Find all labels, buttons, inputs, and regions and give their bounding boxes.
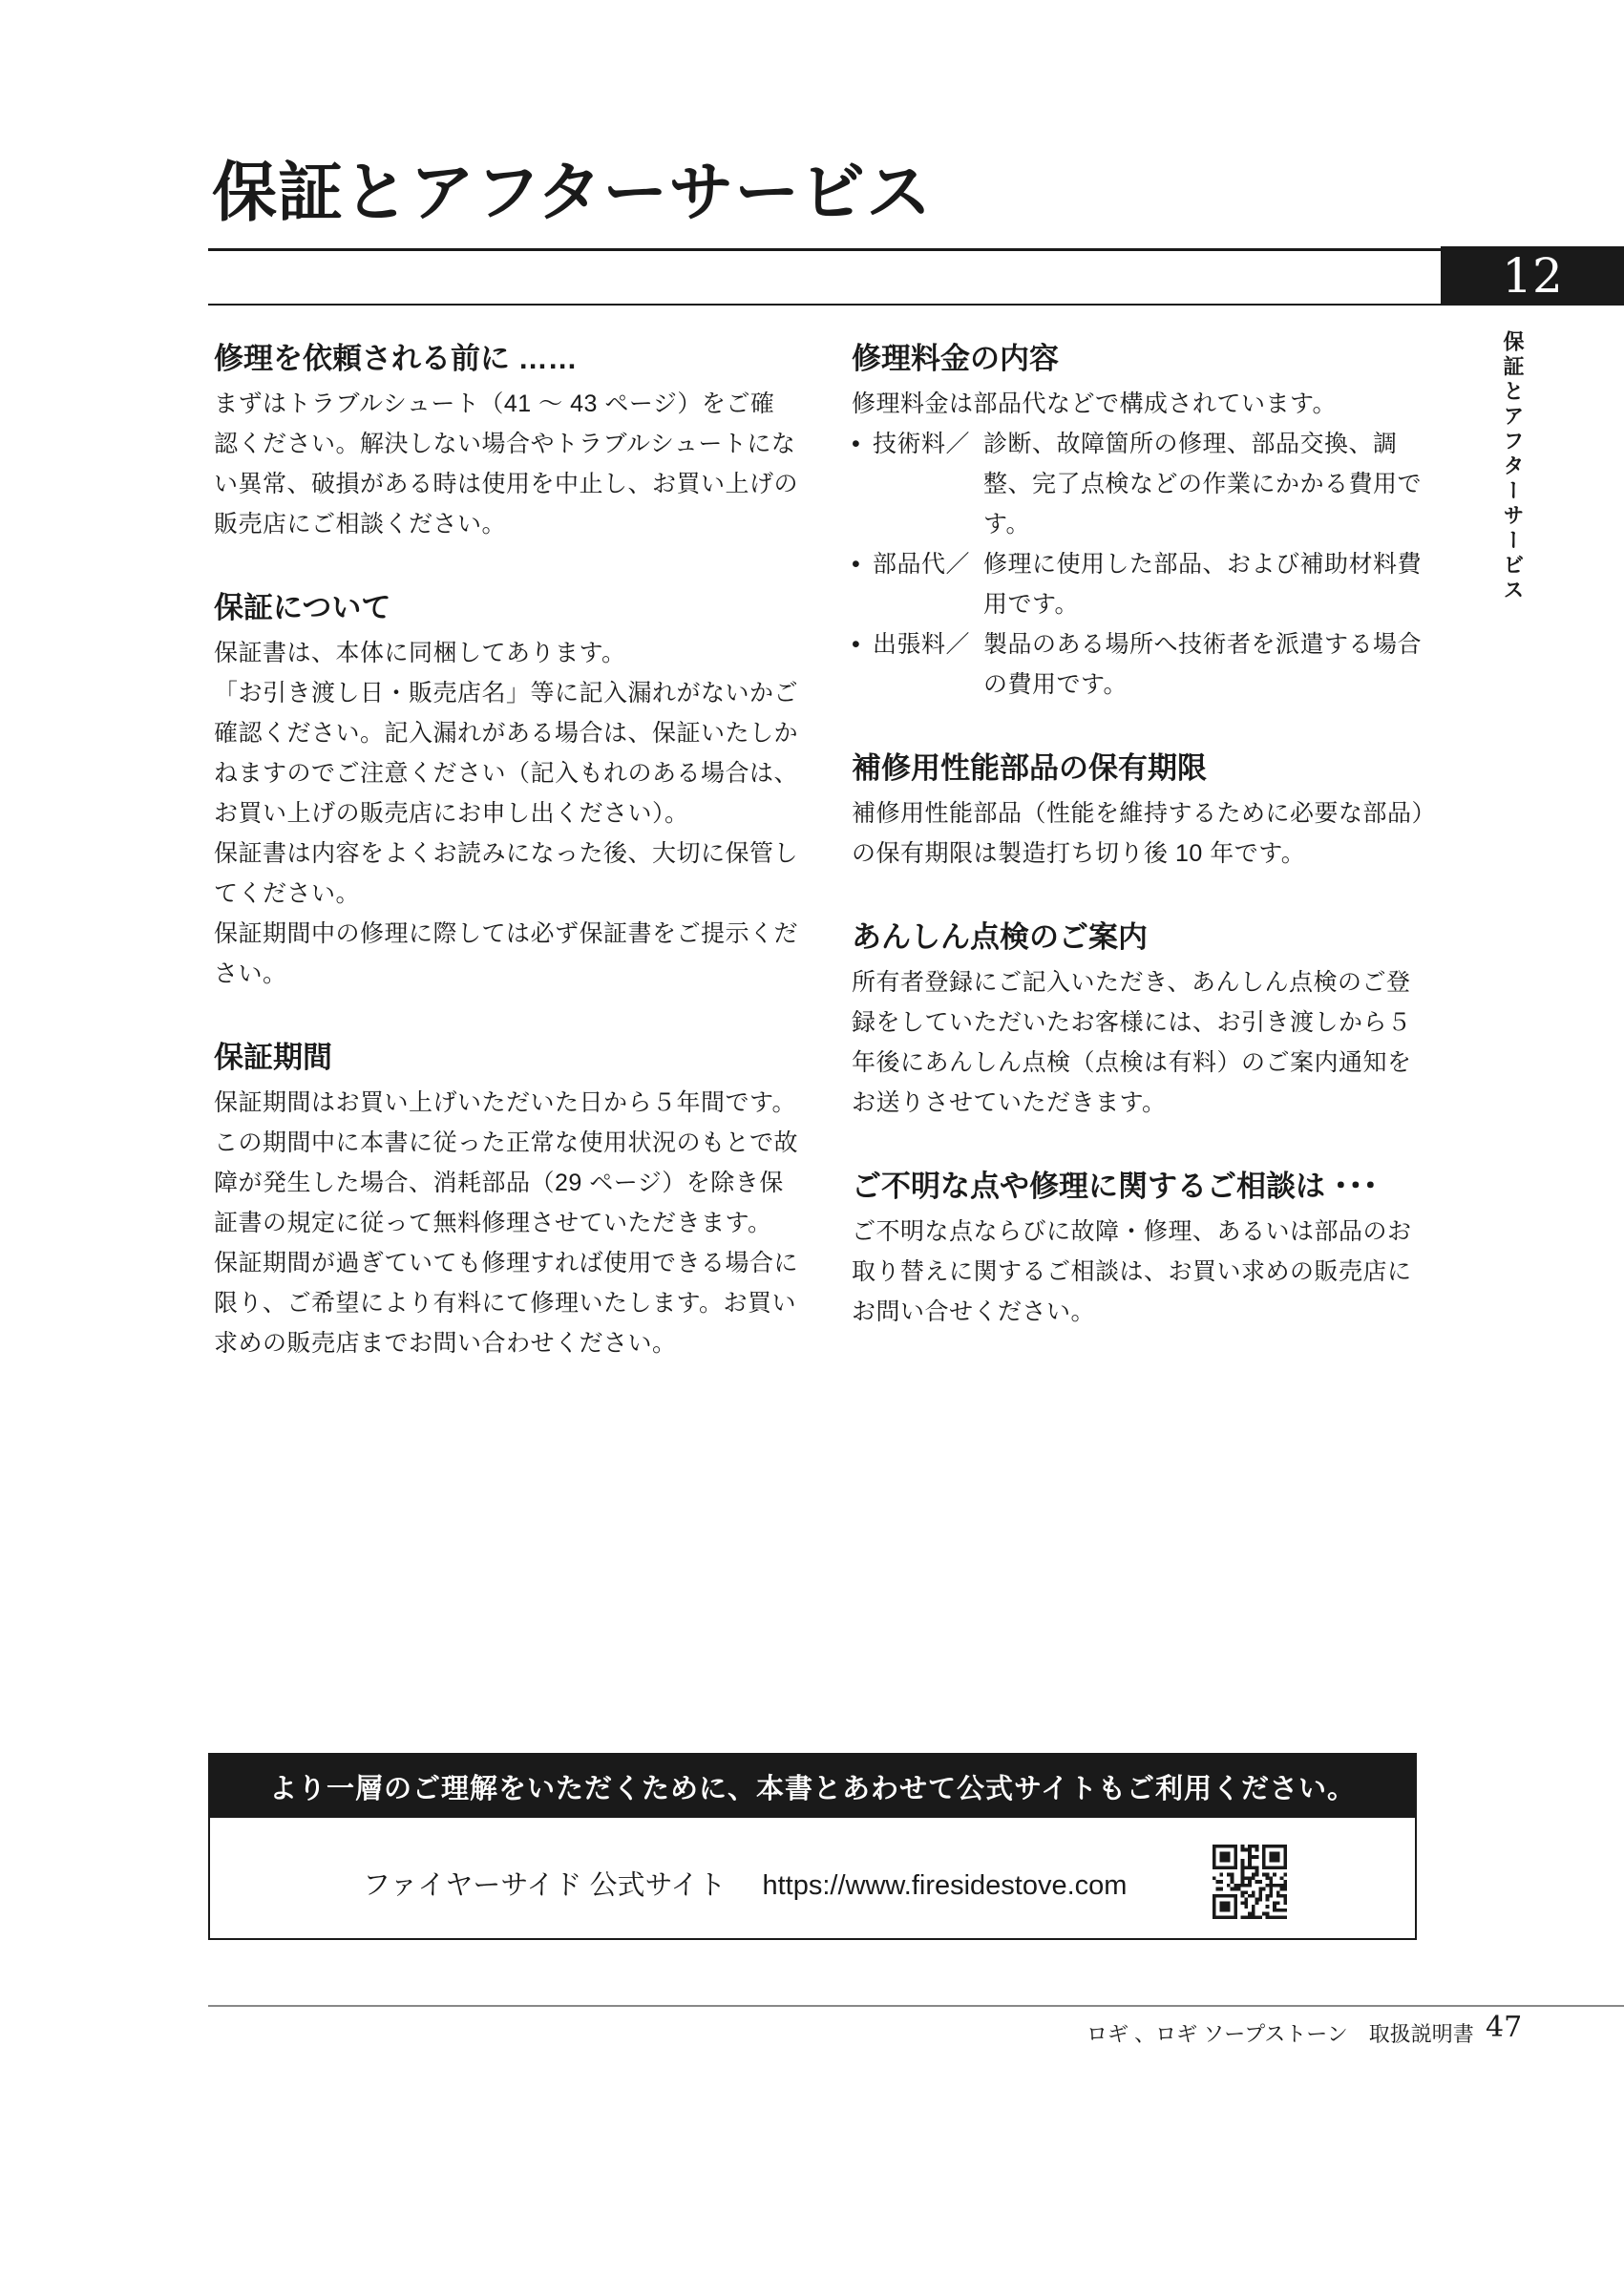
right-sections xyxy=(852,744,1424,1332)
list-item xyxy=(852,424,1424,544)
chapter-side-label: 保証とアフターサービス xyxy=(1500,330,1525,603)
item-term: 部品代／ xyxy=(873,551,971,578)
item-description: 診断、故障箇所の修理、部品交換、調整、完了点検などの作業にかかる費用です。 xyxy=(983,431,1423,538)
site-url-link[interactable]: https://www.firesidestove.com xyxy=(762,1870,1128,1901)
chapter-number-badge: 12 xyxy=(1441,246,1624,306)
section xyxy=(852,913,1424,1123)
section-intro: 修理料金は部品代などで構成されています。 xyxy=(852,390,1338,417)
qr-code-icon xyxy=(1213,1845,1287,1919)
left-column xyxy=(214,334,798,1403)
section-heading: 補修用性能部品の保有期限 xyxy=(852,751,1207,785)
section-paragraph: まずはトラブルシュート（41 ～ 43 ページ）をご確認ください。解決しない場合やトラブルシュートにない異常、破損がある時は使用を中止し、お買い上げの販売店にご相談ください。 xyxy=(214,390,799,538)
bullet-dot: • xyxy=(852,431,861,457)
section-repair-cost xyxy=(852,334,1424,705)
section-paragraph: 保証期間中の修理に際しては必ず保証書をご提示ください。 xyxy=(214,920,799,987)
section-paragraph: 「お引き渡し日・販売店名」等に記入漏れがないかご確認ください。記入漏れがある場合は、保証いたしかねますのでご注意ください（記入もれのある場合は、お買い上げの販売店にお申し出ください）。 xyxy=(214,680,799,827)
section-heading: 修理料金の内容 xyxy=(852,342,1059,375)
item-description: 製品のある場所へ技術者を派遣する場合の費用です。 xyxy=(983,631,1423,698)
official-site-notice xyxy=(208,1753,1417,1940)
repair-cost-list xyxy=(852,424,1424,705)
section-paragraph: 所有者登録にご記入いただき、あんしん点検のご登録をしていただいたお客様には、お引き渡しから５年後にあんしん点検（点検は有料）のご案内通知をお送りさせていただきます。 xyxy=(852,969,1412,1116)
section-paragraph: 保証書は、本体に同梱してあります。 xyxy=(214,640,626,666)
section xyxy=(214,583,798,994)
item-term: 出張料／ xyxy=(873,631,971,658)
bullet-dot: • xyxy=(852,551,861,578)
footer-book-title: ロギ 、ロギ ソープストーン 取扱説明書 xyxy=(1086,2022,1474,2046)
title-rule xyxy=(208,248,1624,251)
list-item xyxy=(852,544,1424,624)
section-paragraph: 補修用性能部品（性能を維持するために必要な部品）の保有期限は製造打ち切り後 10 年です。 xyxy=(852,800,1424,867)
section-heading: あんしん点検のご案内 xyxy=(852,920,1148,954)
list-item xyxy=(852,624,1424,705)
section-heading: ご不明な点や修理に関するご相談は ･･･ xyxy=(852,1170,1379,1203)
site-info xyxy=(363,1864,1127,1903)
section-heading: 保証期間 xyxy=(214,1041,332,1074)
bullet-dot: • xyxy=(852,631,861,658)
section xyxy=(214,334,798,544)
section xyxy=(852,1162,1424,1332)
notice-banner: より一層のご理解をいただくために、本書とあわせて公式サイトもご利用ください。 xyxy=(210,1755,1415,1818)
section-heading: 修理を依頼される前に …… xyxy=(214,342,578,375)
notice-body xyxy=(210,1818,1415,1938)
item-term: 技術料／ xyxy=(873,431,971,457)
section-paragraph: 保証期間が過ぎていても修理すれば使用できる場合に限り、ご希望により有料にて修理いたします。お買い求めの販売店までお問い合わせください。 xyxy=(214,1250,799,1357)
page-title: 保証とアフターサービス xyxy=(212,155,933,231)
section xyxy=(852,744,1424,874)
section-paragraph: 保証書は内容をよくお読みになった後、大切に保管してください。 xyxy=(214,840,799,907)
site-name: ファイヤーサイド 公式サイト xyxy=(363,1870,727,1901)
header-rule xyxy=(208,304,1624,306)
item-description: 修理に使用した部品、および補助材料費用です。 xyxy=(983,551,1423,618)
right-column xyxy=(852,334,1424,1371)
section-paragraph: ご不明な点ならびに故障・修理、あるいは部品のお取り替えに関するご相談は、お買い求めの販売店にお問い合せください。 xyxy=(852,1218,1412,1325)
section-heading: 保証について xyxy=(214,591,391,624)
footer-rule xyxy=(208,2005,1624,2007)
section xyxy=(214,1033,798,1363)
footer-page-number: 47 xyxy=(1486,2011,1523,2044)
section-paragraph: 保証期間はお買い上げいただいた日から５年間です。この期間中に本書に従った正常な使用状況のもとで故障が発生した場合、消耗部品（29 ページ）を除き保証書の規定に従って無料修理させていただきます。 xyxy=(214,1089,799,1236)
